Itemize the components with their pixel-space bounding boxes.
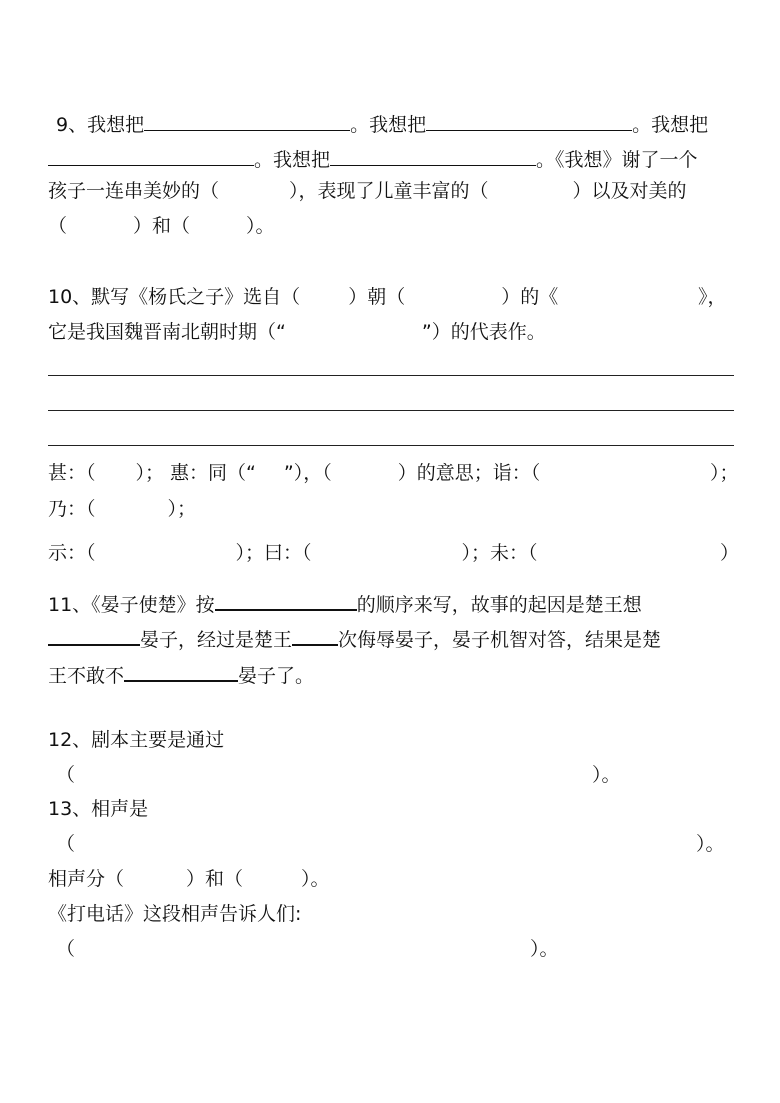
q9-text: 孩子一连串美妙的（ bbox=[48, 180, 220, 202]
q13-line-3 bbox=[48, 866, 330, 892]
q9-line-1 bbox=[56, 108, 708, 138]
q11-text: 的顺序来写，故事的起因是楚王想 bbox=[356, 594, 642, 616]
q10-text: 10、默写《杨氏之子》选自（ bbox=[48, 286, 301, 308]
q9-text: ），表现了儿童丰富的（ bbox=[289, 180, 489, 202]
gloss-text: ）；未：（ bbox=[461, 542, 538, 564]
writing-line[interactable] bbox=[48, 375, 734, 376]
q10-text: 它是我国魏晋南北朝时期（“ bbox=[48, 321, 286, 343]
answer-blank[interactable] bbox=[124, 658, 238, 682]
q9-text: 。我想把 bbox=[254, 149, 331, 171]
q11-text: 晏子了。 bbox=[238, 665, 315, 687]
q11-text: 晏子，经过是楚王 bbox=[140, 629, 293, 651]
q13-text: 相声分（ bbox=[48, 868, 125, 890]
q9-text: 。我想把 bbox=[632, 114, 709, 136]
q9-text: 9、我想把 bbox=[56, 114, 145, 136]
q9-text: ）。 bbox=[246, 215, 275, 237]
gloss-text: ）的意思；诣：（ bbox=[397, 462, 541, 484]
gloss-text: ”），（ bbox=[283, 462, 332, 484]
q13-text: ）。 bbox=[530, 938, 559, 960]
answer-blank[interactable] bbox=[292, 622, 338, 646]
q9-text: （ bbox=[48, 215, 68, 237]
q11-line-2 bbox=[48, 622, 661, 653]
answer-blank[interactable] bbox=[426, 108, 632, 131]
q10-text: ”）的代表作。 bbox=[421, 321, 546, 343]
q9-text: ）以及对美的 bbox=[572, 180, 687, 202]
answer-blank[interactable] bbox=[48, 622, 140, 646]
q11-text: 王不敢不 bbox=[48, 665, 125, 687]
gloss-line-3 bbox=[48, 540, 538, 566]
q12-text: （ bbox=[56, 764, 76, 786]
q9-text: ）和（ bbox=[133, 215, 191, 237]
gloss-line-1 bbox=[48, 460, 540, 486]
gloss-text: ）； bbox=[167, 498, 197, 520]
answer-blank[interactable] bbox=[144, 108, 350, 131]
q9-line-4 bbox=[48, 213, 275, 239]
q9-text: 。《我想》谢了一个 bbox=[536, 149, 698, 171]
q10-line-2 bbox=[48, 319, 546, 345]
q9-line-2 bbox=[48, 143, 698, 173]
gloss-line-2 bbox=[48, 496, 196, 522]
q13-text: （ bbox=[56, 938, 76, 960]
answer-blank[interactable] bbox=[48, 143, 254, 166]
q13-text: ）。 bbox=[301, 868, 330, 890]
writing-line[interactable] bbox=[48, 445, 734, 446]
gloss-text: 示：（ bbox=[48, 542, 96, 564]
q9-line-3 bbox=[48, 178, 687, 204]
gloss-text: ）；曰：（ bbox=[235, 542, 312, 564]
gloss-text: 甚：（ bbox=[48, 462, 96, 484]
gloss-text: ） bbox=[720, 542, 740, 564]
q13-text: 《打电话》这段相声告诉人们: bbox=[48, 903, 302, 925]
q12-text: 12、剧本主要是通过 bbox=[48, 729, 225, 751]
q11-text: 11、《晏子使楚》按 bbox=[48, 594, 215, 616]
q10-text: ）的《 bbox=[501, 286, 559, 308]
q13-text: ）。 bbox=[696, 833, 725, 855]
q9-text: 。我想把 bbox=[350, 114, 427, 136]
answer-blank[interactable] bbox=[330, 143, 536, 166]
q12-text: ）。 bbox=[592, 764, 621, 786]
q10-text: 》， bbox=[698, 286, 727, 308]
q10-line-1 bbox=[48, 284, 558, 310]
q11-line-1 bbox=[48, 587, 642, 618]
gloss-text: 乃：（ bbox=[48, 498, 96, 520]
q13-text: 13、相声是 bbox=[48, 798, 149, 820]
answer-blank[interactable] bbox=[215, 587, 357, 611]
q11-text: 次侮辱晏子，晏子机智对答，结果是楚 bbox=[338, 629, 662, 651]
q13-text: （ bbox=[56, 833, 76, 855]
q10-text: ）朝（ bbox=[348, 286, 406, 308]
gloss-text: ）； 惠：同（“ bbox=[135, 462, 256, 484]
q11-line-3 bbox=[48, 658, 314, 689]
gloss-text: ）； bbox=[710, 462, 739, 484]
writing-line[interactable] bbox=[48, 410, 734, 411]
q13-text: ）和（ bbox=[186, 868, 244, 890]
